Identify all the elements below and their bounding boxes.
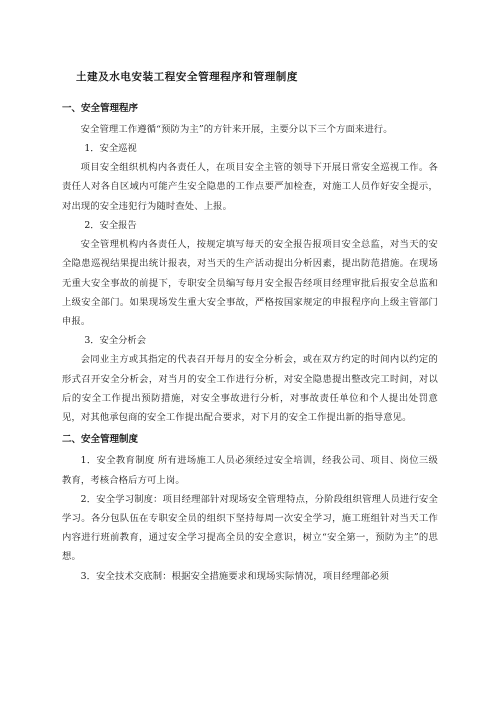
paragraph-safety-report: 安全管理机构内各责任人，按规定填写每天的安全报告报项目安全总监，对当天的安全隐患巡视结果提出统计报表，对当天的生产活动提出分析因素，提出防范措施。在现场无重大安全事故的前提下，专职安全员编写每月安全报告经项目经理审批后报安全总监和上级安全部门。如果现场发生重大安全事故，严格按国家规定的申报程序向上级主管部门申报。 <box>62 239 438 327</box>
subheading-safety-patrol: 1．安全巡视 <box>84 143 137 155</box>
document-title: 土建及水电安装工程安全管理程序和管理制度 <box>76 71 298 83</box>
section-heading-regulations: 二、安全管理制度 <box>62 434 139 446</box>
subheading-safety-report: 2．安全报告 <box>84 219 137 231</box>
section-intro: 安全管理工作遵循“预防为主”的方针来开展，主要分以下三个方面来进行。 <box>80 123 393 135</box>
paragraph-technical-briefing: 3．安全技术交底制：根据安全措施要求和现场实际情况，项目经理部必须 <box>80 570 389 582</box>
paragraph-study-system: 2．安全学习制度：项目经理部针对现场安全管理特点，分阶段组织管理人员进行安全学习。各分包队伍在专职安全员的组织下坚持每周一次安全学习，施工班组针对当天工作内容进行班前教育，通过安全学习提高全员的安全意识，树立“安全第一，预防为主”的思想。 <box>62 493 438 563</box>
paragraph-education-system: 1．安全教育制度 所有进场施工人员必须经过安全培训，经我公司、项目、岗位三级教育，考核合格后方可上岗。 <box>62 455 438 486</box>
paragraph-safety-patrol: 项目安全组织机构内各责任人，在项目安全主管的领导下开展日常安全巡视工作。各责任人对各自区域内可能产生安全隐患的工作点要严加检查，对施工人员作好安全提示，对出现的安全违犯行为随时查处、上报。 <box>62 162 438 212</box>
paragraph-safety-meeting: 会同业主方或其指定的代表召开每月的安全分析会，或在双方约定的时间内以约定的形式召开安全分析会，对当月的安全工作进行分析，对安全隐患提出整改完工时间，对以后的安全工作提出预防措施，对安全事故进行分析，对事故责任单位和个人提出处罚意见，对其他承包商的安全工作提出配合要求，对下月的安全工作提出新的指导意见。 <box>62 354 438 423</box>
subheading-safety-meeting: 3．安全分析会 <box>84 335 147 347</box>
section-heading-procedure: 一、安全管理程序 <box>62 102 139 114</box>
